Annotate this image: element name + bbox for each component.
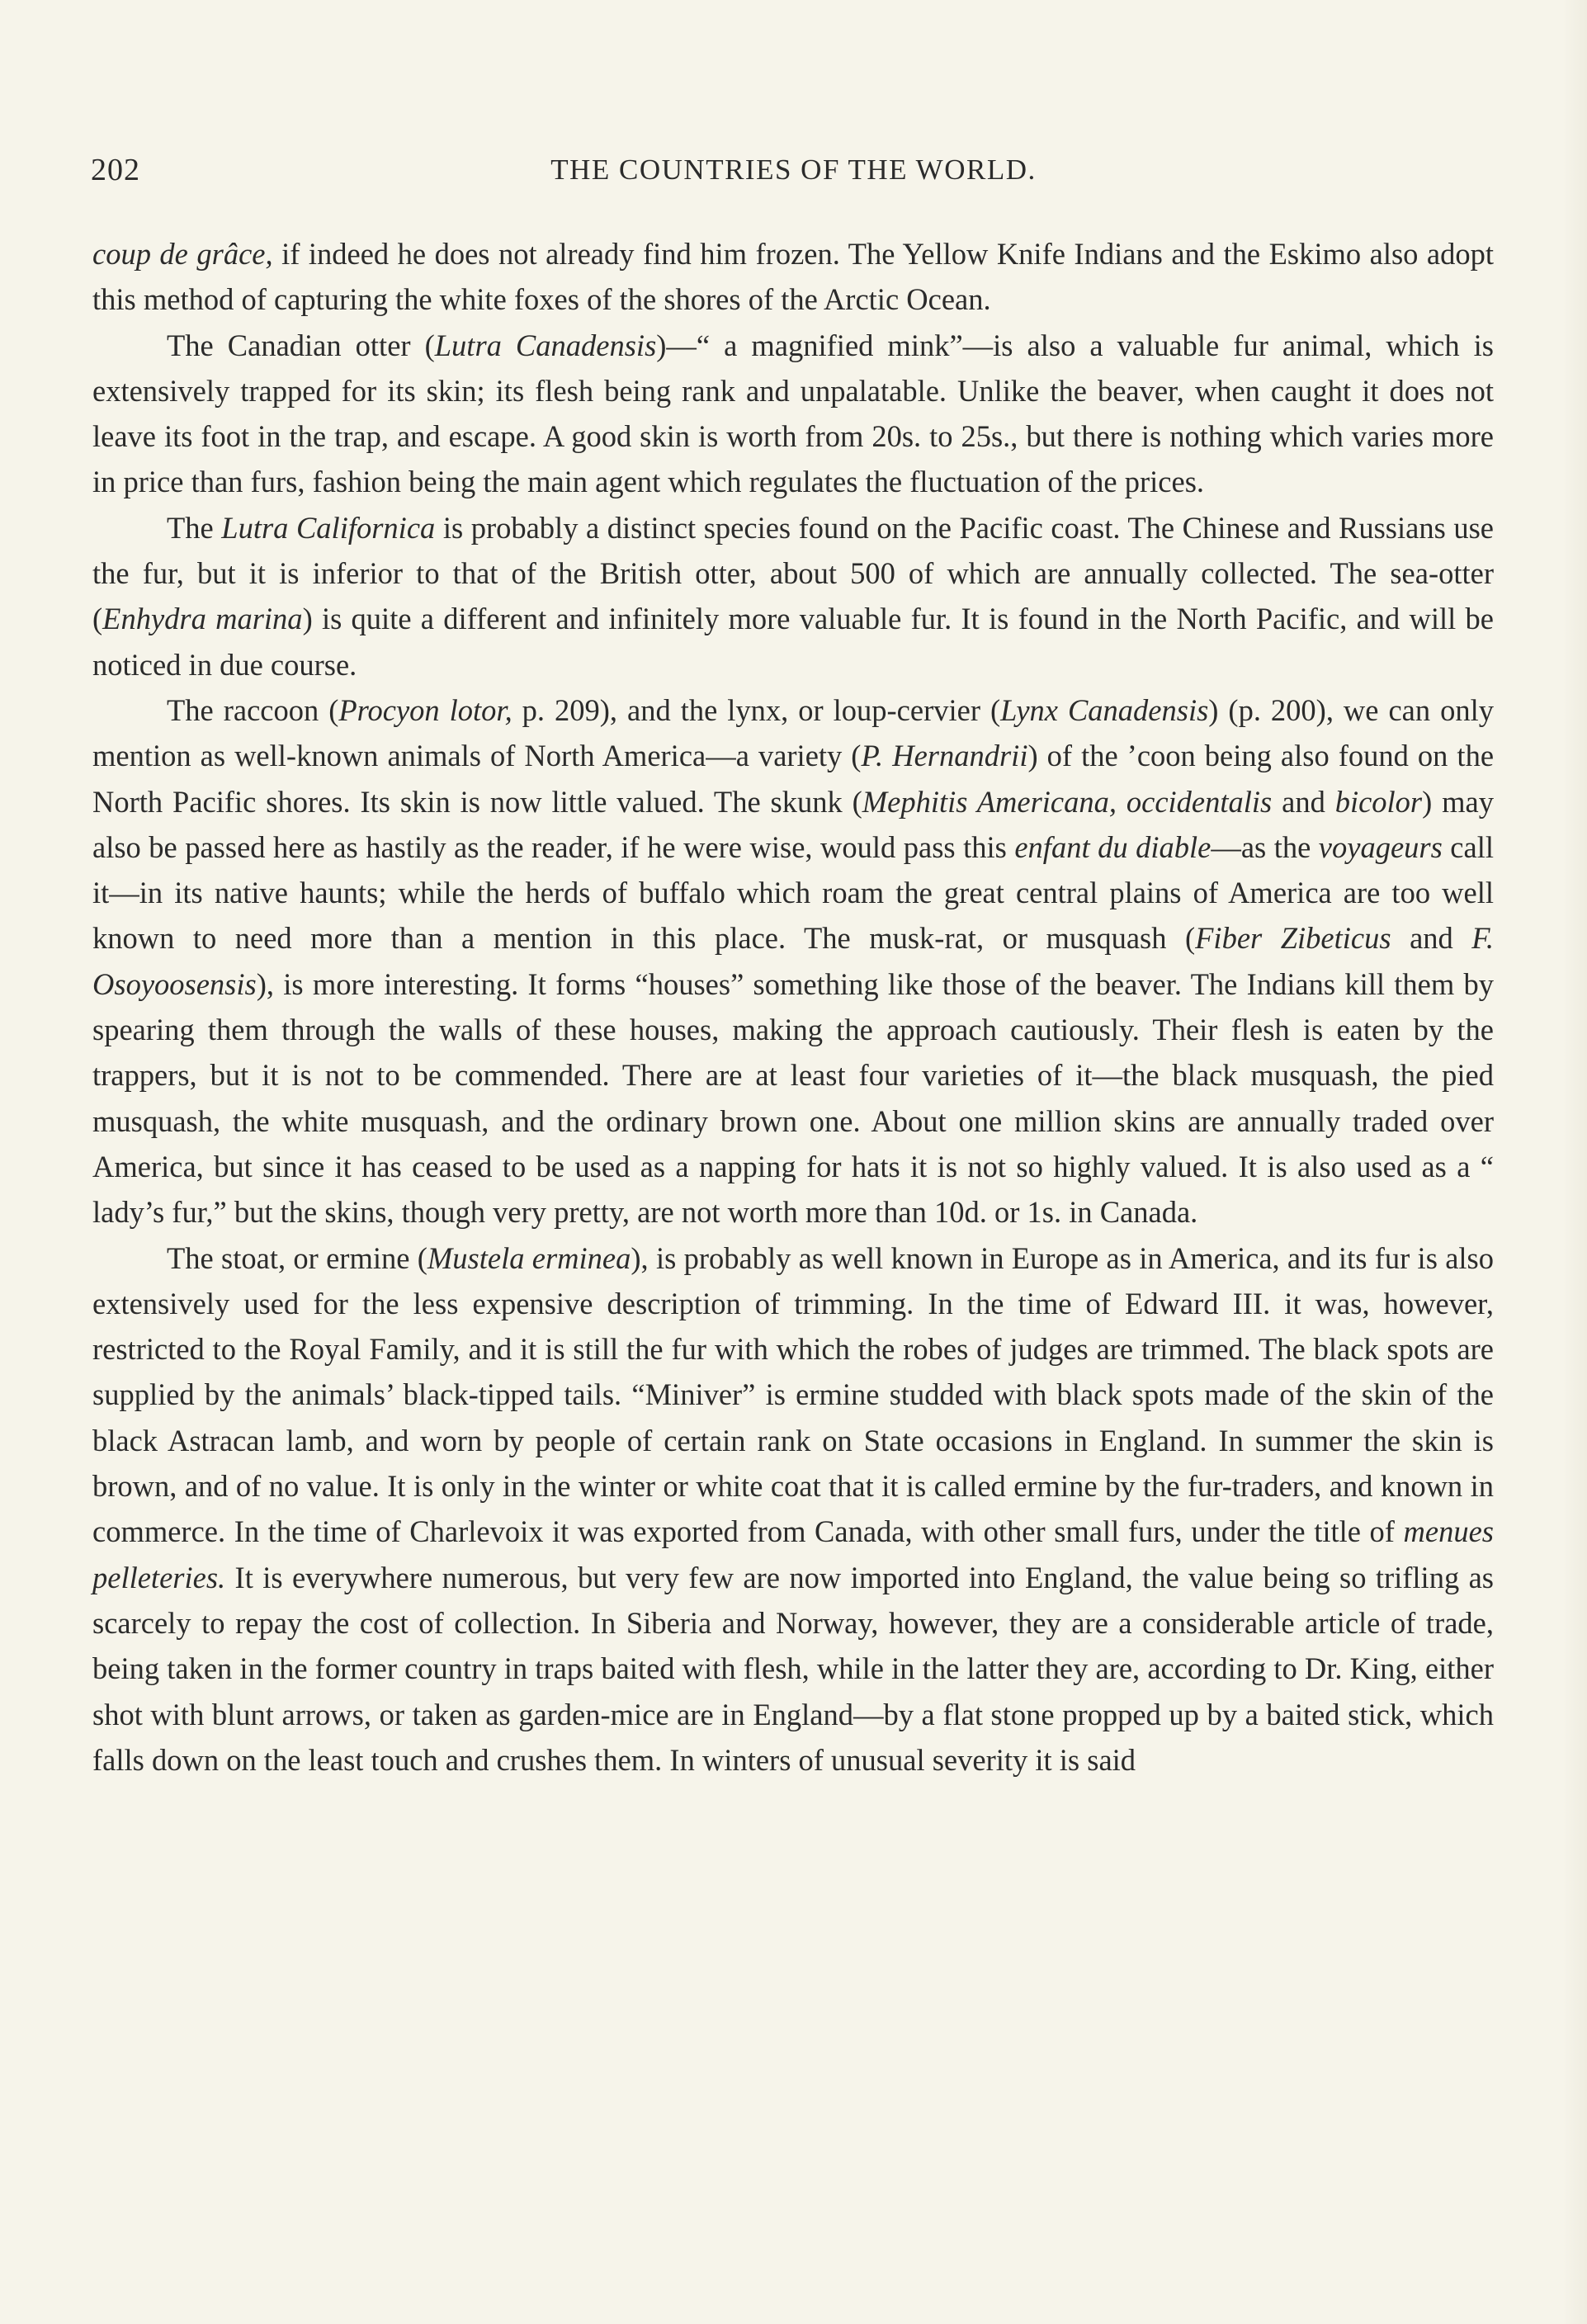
page-number: 202 [91, 153, 140, 187]
text-run: )—“ a magnified mink”—is also a valuable fur animal, which is extensively trapped for its skin; its flesh being rank and unpalatable. Unlike the beaver, when caught it does not leave its foot in the trap, and escape. A good skin is worth from 20s. to 25s., but there is nothing which varies more in price than furs, fashion being the main agent which regulates the fluctuation of the prices. [92, 328, 1494, 499]
italic-text-run: Fiber Zibeticus [1195, 921, 1391, 956]
text-run: The stoat, or ermine ( [167, 1240, 427, 1275]
paragraph-stoat-ermine [92, 1235, 1494, 1783]
text-run: ) is quite a different and infinitely more valuable fur. It is found in the North Pacific, and will be noticed in due course. [92, 602, 1495, 682]
italic-text-run: enfant du diable [1014, 829, 1212, 864]
italic-text-run: Mephitis Americana, occidentalis [862, 784, 1273, 819]
paragraph-frozen-capture [92, 231, 1494, 323]
paragraph-lutra-californica [92, 505, 1494, 687]
text-run: is probably a distinct species found on the Pacific coast. The Chinese and Russians use the fur, but it is inferior to that of the British otter, about 500 of which are annually collected. The sea-otter ( [92, 510, 1494, 636]
text-run: call it—in its native haunts; while the herds of buffalo which roam the great central plains of America are too well known to need more than a mention in this place. The musk-rat, or musquash ( [92, 829, 1494, 956]
running-title: THE COUNTRIES OF THE WORLD. [550, 154, 1037, 186]
text-run: ) (p. 200), we can only mention as well-known animals of North America—a variety ( [92, 692, 1494, 773]
italic-text-run: P. Hernandrii [861, 739, 1028, 773]
text-run: and [1272, 784, 1335, 819]
italic-text-run: F. Osoyoosensis [92, 921, 1495, 1001]
italic-text-run: menues pelleteries. [92, 1514, 1494, 1594]
text-run: It is everywhere numerous, but very few are now imported into England, the value being so trifling as scarcely to repay the cost of collection. In Siberia and Norway, however, they are a considerable article of trade, being taken in the former country in traps baited with flesh, while in the latter they are, according to Dr. King, either shot with blunt arrows, or taken as garden-mice are in England—by a flat stone propped up by a baited stick, which falls down on the least touch and crushes them. In winters of unusual severity it is said [92, 1560, 1494, 1777]
text-run: The raccoon ( [167, 692, 339, 727]
text-run: ), is probably as well known in Europe as in America, and its fur is also extensively used for the less expensive description of trimming. In the time of Edward III. it was, however, restricted to the Royal Family, and it is still the fur with which the robes of judges are trimmed. The black spots are supplied by the animals’ black-tipped tails. “Miniver” is ermine studded with black spots made of the skin of the black Astracan lamb, and worn by people of certain rank on State occasions in England. In summer the skin is brown, and of no value. It is only in the winter or white coat that it is called ermine by the fur-traders, and known in commerce. In the time of Charlevoix it was exported from Canada, with other small furs, under the title of [92, 1240, 1494, 1549]
italic-text-run: Procyon lotor, [338, 692, 512, 727]
body-text [92, 231, 1494, 1783]
italic-text-run: bicolor [1334, 784, 1423, 819]
text-run: p. 209), and the lynx, or loup-cervier ( [512, 692, 1001, 727]
text-run: and [1391, 921, 1472, 956]
text-run: ) may also be passed here as hastily as the reader, if he were wise, would pass this [92, 784, 1495, 864]
paragraph-canadian-otter [92, 323, 1494, 505]
text-run: ) of the ’coon being also found on the North Pacific shores. Its skin is now little valued. The skunk ( [92, 739, 1495, 819]
page-edge-shade [1562, 0, 1587, 2324]
italic-text-run: coup de grâce, [92, 237, 273, 271]
running-head [91, 152, 1496, 201]
text-run: —as the [1211, 829, 1319, 864]
text-run: The [167, 510, 222, 545]
italic-text-run: Lutra Canadensis [434, 328, 657, 362]
text-run: The Canadian otter ( [167, 328, 435, 362]
italic-text-run: Lynx Canadensis [1000, 692, 1209, 727]
text-run: if indeed he does not already find him frozen. The Yellow Knife Indians and the Eskimo also adopt this method of capturing the white foxes of the shores of the Arctic Ocean. [92, 237, 1494, 317]
italic-text-run: voyageurs [1318, 829, 1443, 864]
italic-text-run: Enhydra marina [102, 602, 303, 636]
italic-text-run: Mustela erminea [427, 1240, 631, 1275]
text-run: ), is more interesting. It forms “houses” something like those of the beaver. The Indians kill them by spearing them through the walls of these houses, making the approach cautiously. Their flesh is eaten by the trappers, but it is not to be commended. There are at least four varieties of it—the black musquash, the pied musquash, the white musquash, and the ordinary brown one. About one million skins are annually traded over America, but since it has ceased to be used as a napping for hats it is not so highly valued. It is also used as a “ lady’s fur,” but the skins, though very pretty, are not worth more than 10d. or 1s. in Canada. [92, 966, 1494, 1230]
paragraph-raccoon-lynx-musquash [92, 687, 1494, 1235]
italic-text-run: Lutra Californica [221, 510, 436, 545]
